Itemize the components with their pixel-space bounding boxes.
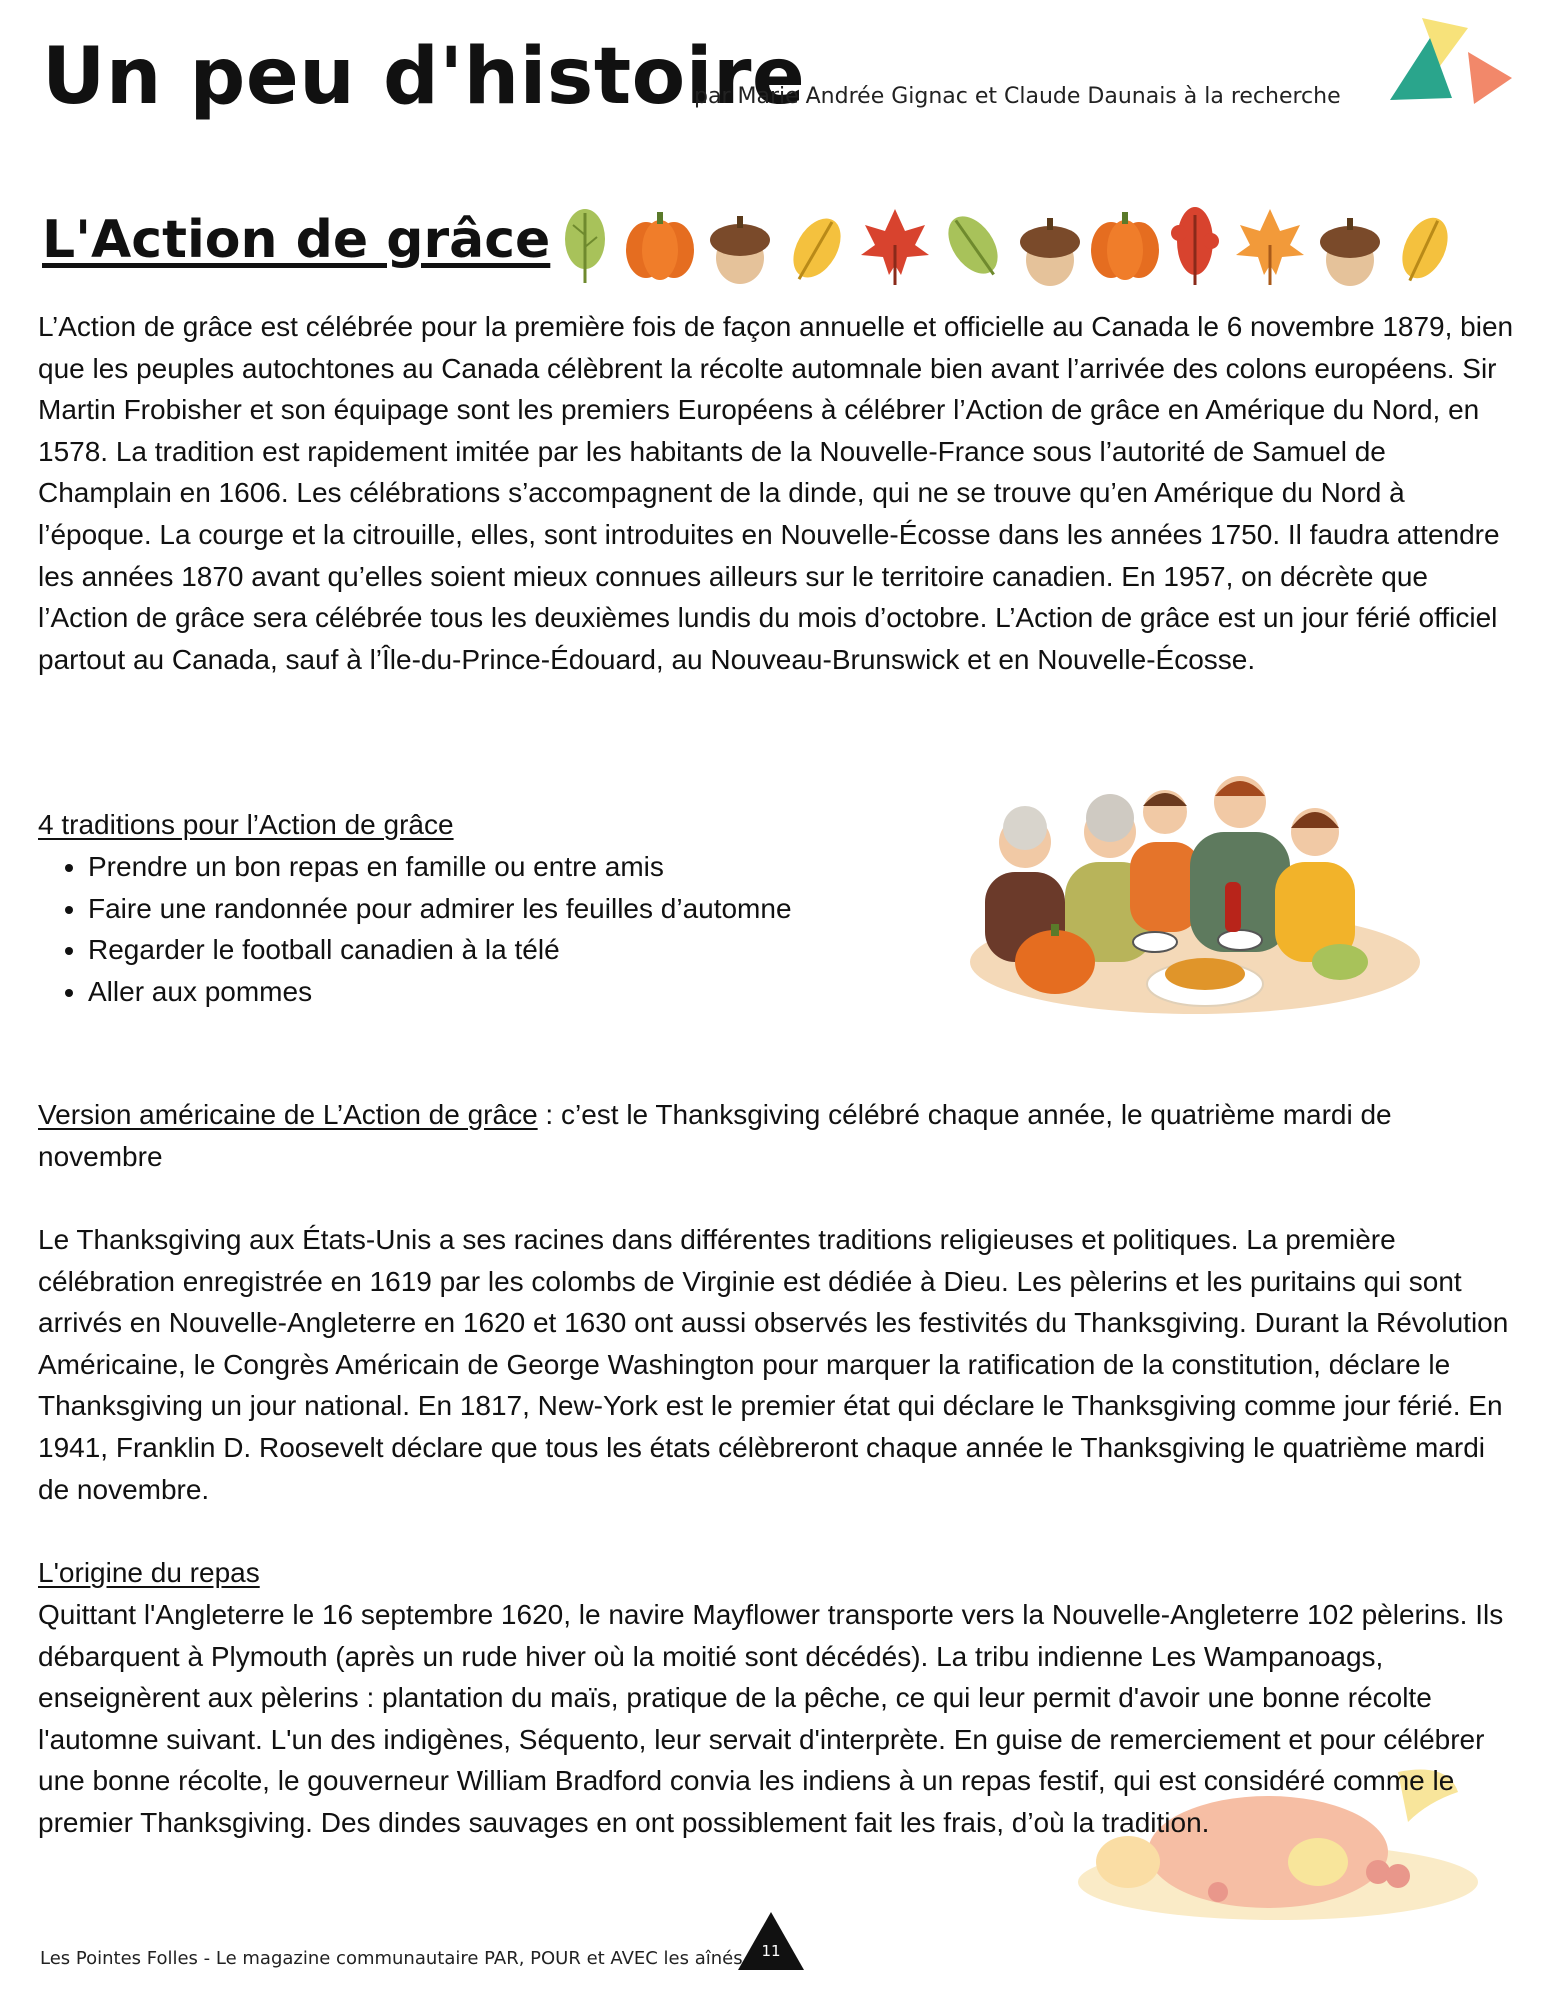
family-dinner-illustration: [965, 762, 1425, 1022]
autumn-decor-row: [555, 200, 1475, 290]
list-item: • Prendre un bon repas en famille ou entre amis: [88, 846, 792, 888]
us-version-paragraph: [38, 1094, 1518, 1177]
bottle-icon: [1225, 882, 1241, 932]
maple-leaf-icon: [861, 209, 929, 285]
oak-leaf-icon: [1171, 207, 1219, 285]
triangles-logo-icon: [1390, 18, 1515, 118]
origin-paragraph: Quittant l'Angleterre le 16 septembre 1620, le navire Mayflower transporte vers la Nouvelle-Angleterre 102 pèlerins. Ils débarquent à Plymouth (après un rude hiver où la moitié sont décédés). La tribu indienne Les Wampanoags, enseignèrent aux pèlerins : plantation du maïs, pratique de la pêche, ce qui leur permit d'avoir une bonne récolte l'automne suivant. L'un des indigènes, Séquento, leur servait d'interprète. En guise de remerciement et pour célébrer une bonne récolte, le gouverneur William Bradford convia les indiens à un repas festif, qui est considéré comme le premier Thanksgiving. Des dindes sauvages en ont possiblement fait les frais, d’où la tradition.: [38, 1599, 1504, 1838]
leaf-icon: [1392, 211, 1457, 290]
footer-text: Les Pointes Folles - Le magazine communautaire PAR, POUR et AVEC les aînés: [40, 1948, 743, 1969]
thanksgiving-paragraph: Le Thanksgiving aux États-Unis a ses racines dans différentes traditions religieuses et politiques. La première célébration enregistrée en 1619 par les colombs de Virginie est dédiée à Dieu. Les pèlerins et les puritains qui sont arrivés en Nouvelle-Angleterre en 1620 et 1630 ont aussi observés les festivités du Thanksgiving. Durant la Révolution Américaine, le Congrès Américain de George Washington pour marquer la ratification de la constitution, déclare le Thanksgiving un jour national. En 1817, New-York est le premier état qui déclare le Thanksgiving comme jour férié. En 1941, Franklin D. Roosevelt déclare que tous les états célèbreront chaque année le Thanksgiving le quatrième mardi de novembre.: [38, 1224, 1509, 1505]
leaf-icon: [565, 209, 605, 283]
section-title: L'Action de grâce: [42, 210, 551, 270]
leaf-icon: [938, 207, 1010, 286]
list-item: • Aller aux pommes: [88, 971, 792, 1013]
acorn-icon: [1020, 218, 1080, 286]
person-illustration: [1275, 808, 1355, 962]
traditions-heading: 4 traditions pour l’Action de grâce: [38, 809, 454, 840]
person-illustration: [1130, 790, 1200, 932]
list-item: • Faire une randonnée pour admirer les feuilles d’automne: [88, 888, 792, 930]
traditions-list: [38, 846, 792, 1012]
us-version-label: Version américaine de L’Action de grâce: [38, 1099, 538, 1130]
acorn-icon: [1320, 218, 1380, 286]
page-triangle-icon: [738, 1912, 804, 1970]
intro-paragraph: L’Action de grâce est célébrée pour la première fois de façon annuelle et officielle au Canada le 6 novembre 1879, bien que les peuples autochtones au Canada célèbrent la récolte automnale bien avant l’arrivée des colons européens. Sir Martin Frobisher et son équipage sont les premiers Européens à célébrer l’Action de grâce en Amérique du Nord, en 1578. La tradition est rapidement imitée par les habitants de la Nouvelle-France sous l’autorité de Samuel de Champlain en 1606. Les célébrations s’accompagnent de la dinde, qui ne se trouve qu’en Amérique du Nord à l’époque. La courge et la citrouille, elles, sont introduites en Nouvelle-Écosse dans les années 1750. Il faudra attendre les années 1870 avant qu’elles soient mieux connues ailleurs sur le territoire canadien. En 1957, on décrète que l’Action de grâce sera célébrée tous les deuxièmes lundis du mois d’octobre. L’Action de grâce est un jour férié officiel partout au Canada, sauf à l’Île-du-Prince-Édouard, au Nouveau-Brunswick et en Nouvelle-Écosse.: [38, 311, 1514, 675]
page-number: 11: [761, 1942, 781, 1960]
maple-leaf-icon: [1236, 209, 1304, 285]
list-item: • Regarder le football canadien à la télé: [88, 929, 792, 971]
pumpkin-icon: [626, 212, 694, 280]
leaf-icon: [782, 210, 851, 289]
byline: par Marie Andrée Gignac et Claude Daunais à la recherche: [694, 84, 1341, 109]
roast-turkey-icon: [1165, 958, 1245, 990]
us-version-text: : c’est le Thanksgiving célébré chaque année, le quatrième mardi de novembre: [38, 1099, 1392, 1172]
acorn-icon: [710, 216, 770, 284]
page-title: Un peu d'histoire: [42, 32, 806, 122]
pumpkin-icon: [1091, 212, 1159, 280]
origin-heading: L'origine du repas: [38, 1557, 260, 1588]
